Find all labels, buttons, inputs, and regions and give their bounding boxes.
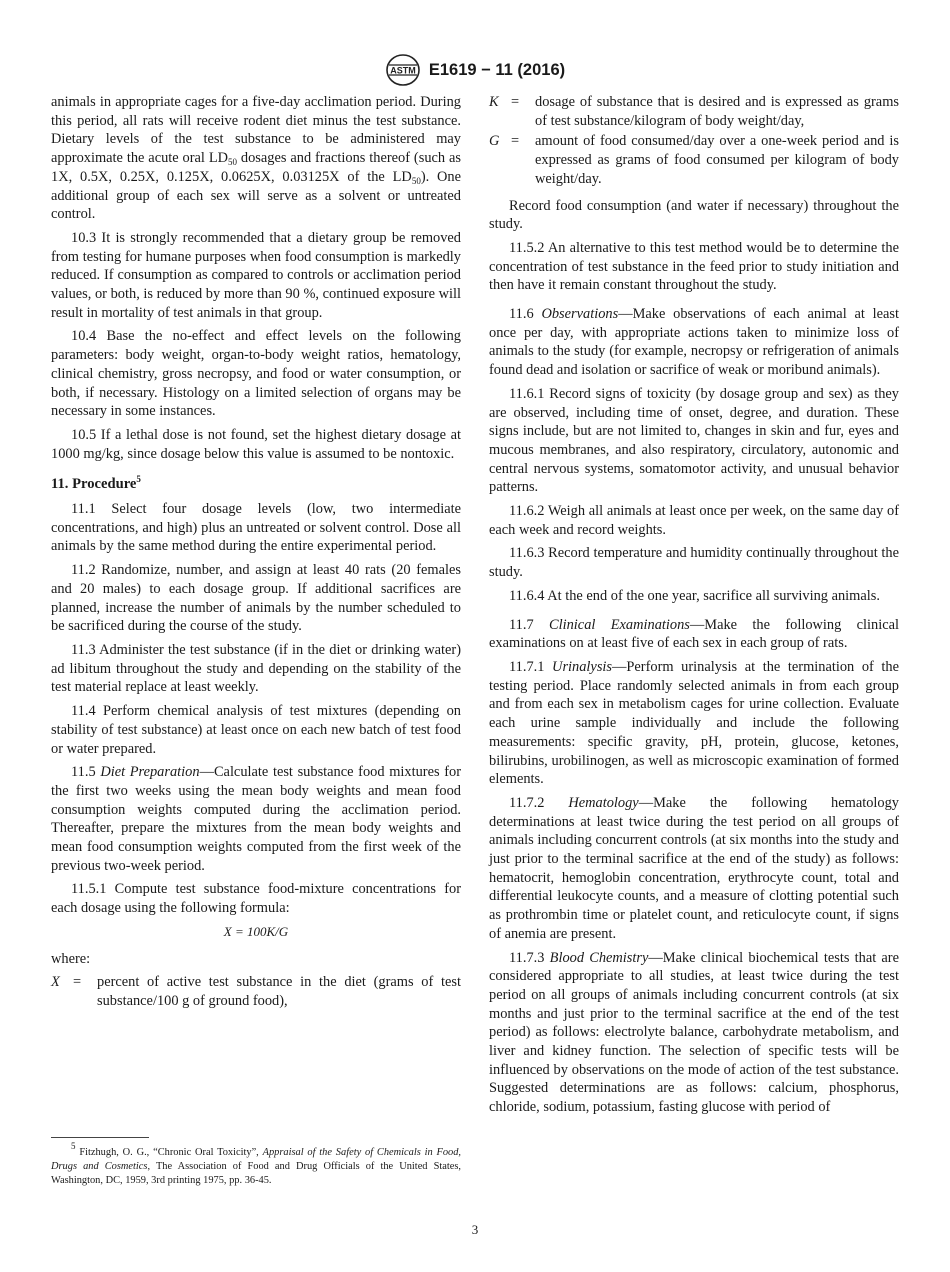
paragraph-11-6-3: 11.6.3 Record temperature and humidity continually throughout the study.: [489, 545, 899, 581]
paragraph-11-1: 11.1 Select four dosage levels (low, two intermediate concentrations, and high) plus an untreated or solvent control. Dose all animals by the same method during the entire experimental period.: [51, 501, 461, 555]
right-column: [489, 93, 899, 1122]
where-label: where:: [51, 950, 91, 967]
paragraph-11-7-1: 11.7.1 Urinalysis—Perform urinalysis at the termination of the testing period. Place randomly selected animals in from each group and from each sex in metabolism cages for urine collection. Evaluate each urine sample individually and include the following measurements: specific gravity, pH, protein, glucose, ketones, bilirubins, urobilinogen, as well as microscopic examination of formed elements.: [489, 658, 899, 788]
paragraph-10-2-continued: animals in appropriate cages for a five-day acclimation period. During this period, all rats will receive rodent diet minus the test substance. Dietary levels of the test substance to be administered may approximate the acute oral $LD_{50}$ dosages and fractions thereof (such as 1X, 0.5X, 0.25X, 0.125X, 0.0625X, 0.03125X of the $LD_{50}$). One additional group of each sex will serve as a solvent or untreated control.: [51, 94, 462, 223]
paragraph-11-5: 11.5 Diet Preparation—Calculate test substance food mixtures for the first two weeks using the mean body weights and mean food consumption weights computed during the acclimation period. Thereafter, prepare the mixtures from the mean body weights and mean food consumption weights computed from the first week of the previous two-week period.: [51, 764, 461, 874]
paragraph-11-2: 11.2 Randomize, number, and assign at least 40 rats (20 females and 20 males) to each dosage group. If additional sacrifices are planned, increase the number of animals by the number scheduled to be sacrificed during the course of the study.: [51, 562, 461, 635]
definition-k: K = dosage of substance that is desired and is expressed as grams of test substance/kilogram of body weight/day,: [489, 94, 899, 129]
definition-x: X = percent of active test substance in the diet (grams of test substance/100 g of ground food),: [51, 974, 461, 1009]
paragraph-11-6-2: 11.6.2 Weigh all animals at least once per week, on the same day of each week and record weights.: [489, 503, 899, 538]
paragraph-10-5: 10.5 If a lethal dose is not found, set the highest dietary dosage at 1000 mg/kg, since dosage below this value is assumed to be nontoxic.: [51, 426, 461, 462]
footnote-divider: [51, 1137, 149, 1138]
formula: X = 100K/G: [223, 923, 289, 939]
paragraph-10-3: 10.3 It is strongly recommended that a dietary group be removed from testing for humane purposes when food consumption is markedly reduced. If consumption as compared to controls or acclimation period values, or both, is reduced by more than 90 %, continued exposure will result in mortality of test animals in that group.: [51, 229, 461, 321]
paragraph-11-4: 11.4 Perform chemical analysis of test mixtures (depending on stability of test substance) at least once on each new batch of test food or water prepared.: [51, 703, 461, 757]
left-column: [51, 93, 461, 1015]
paragraph-record-consumption: Record food consumption (and water if necessary) throughout the study.: [489, 197, 899, 233]
astm-logo-icon: [385, 53, 421, 87]
standard-designation: E1619 − 11 (2016): [428, 60, 566, 79]
paragraph-11-5-2: 11.5.2 An alternative to this test method would be to determine the concentration of test substance in the feed prior to study initiation and then have it remain constant throughout the study.: [489, 239, 899, 294]
paragraph-11-5-1: 11.5.1 Compute test substance food-mixture concentrations for each dosage using the following formula:: [51, 881, 461, 917]
paragraph-11-6: 11.6 Observations—Make observations of each animal at least once per day, with appropriate actions taken to minimize loss of animals to the study (for example, necropsy or refrigeration of animals found dead and isolation or sacrifice of weak or moribund animals).: [489, 306, 900, 379]
page-header: [0, 50, 950, 90]
paragraph-11-6-1: 11.6.1 Record signs of toxicity (by dosage group and sex) as they are observed, including time of onset, degree, and duration. These signs include, but are not limited to, changes in skin and fur, eyes and mucous membranes, and also respiratory, circulatory, autonomic and central nervous systems, somatomotor activity, and unusual behavior patterns.: [489, 385, 899, 496]
paragraph-11-7-3: 11.7.3 Blood Chemistry—Make clinical biochemical tests that are considered appropriate to all studies, at least twice during the test period on all groups of animals including concurrent controls (at six months and just prior to the terminal sacrifice at the end of the test period) as follows: electrolyte balance, carbohydrate metabolism, and liver and kidney function. The selection of specific tests will be influenced by observations on the mode of action of the test substance. Suggested determinations are as follows: calcium, phosphorus, chloride, sodium, potassium, fasting glucose with period of: [489, 949, 899, 1116]
paragraph-11-3: 11.3 Administer the test substance (if in the diet or drinking water) ad libitum throughout the study and depending on the stability of the test material replace at least weekly.: [51, 641, 461, 696]
paragraph-11-6-4: 11.6.4 At the end of the one year, sacrifice all surviving animals.: [509, 587, 880, 604]
paragraph-11-7: 11.7 Clinical Examinations—Make the following clinical examinations on at least five of each sex in each group of rats.: [489, 616, 900, 652]
logo-text: ASTM: [390, 65, 416, 76]
paragraph-10-4: 10.4 Base the no-effect and effect levels on the following parameters: body weight, organ-to-body weight ratios, hematology, clinical chemistry, gross necropsy, and food or water consumption, or both, if necessary. Histology on a limited selection of organs may be necessary in some instances.: [51, 328, 461, 420]
paragraph-11-7-2: 11.7.2 Hematology—Make the following hematology determinations at least twice during the test period on all groups of animals including concurrent controls (at six months into the study and just prior to the terminal sacrifice at the end of the study) as follows: hematocrit, hemoglobin concentration, erythrocyte count, total and differential leukocyte counts, and a measure of clotting potential such as prothrombin time or platelet count, and reticulocyte count, if signs of anemia are present.: [489, 794, 899, 942]
footnote-ref: 5: [136, 474, 141, 485]
section-heading-procedure: 11. Procedure$^5$: [51, 474, 141, 493]
definition-g: G = amount of food consumed/day over a one-week period and is expressed as grams of food consumed per kilogram of body weight/day.: [489, 133, 899, 187]
footnote-5: $^5$ Fitzhugh, O. G., “Chronic Oral Toxicity”, Appraisal of the Safety of Chemicals in Food, Drugs and Cosmetics, The Association of Food and Drug Officials of the United States, Washington, DC, 1959, 3rd printing 1975, pp. 36-45.: [51, 1141, 461, 1186]
page-number: 3: [471, 1222, 479, 1237]
